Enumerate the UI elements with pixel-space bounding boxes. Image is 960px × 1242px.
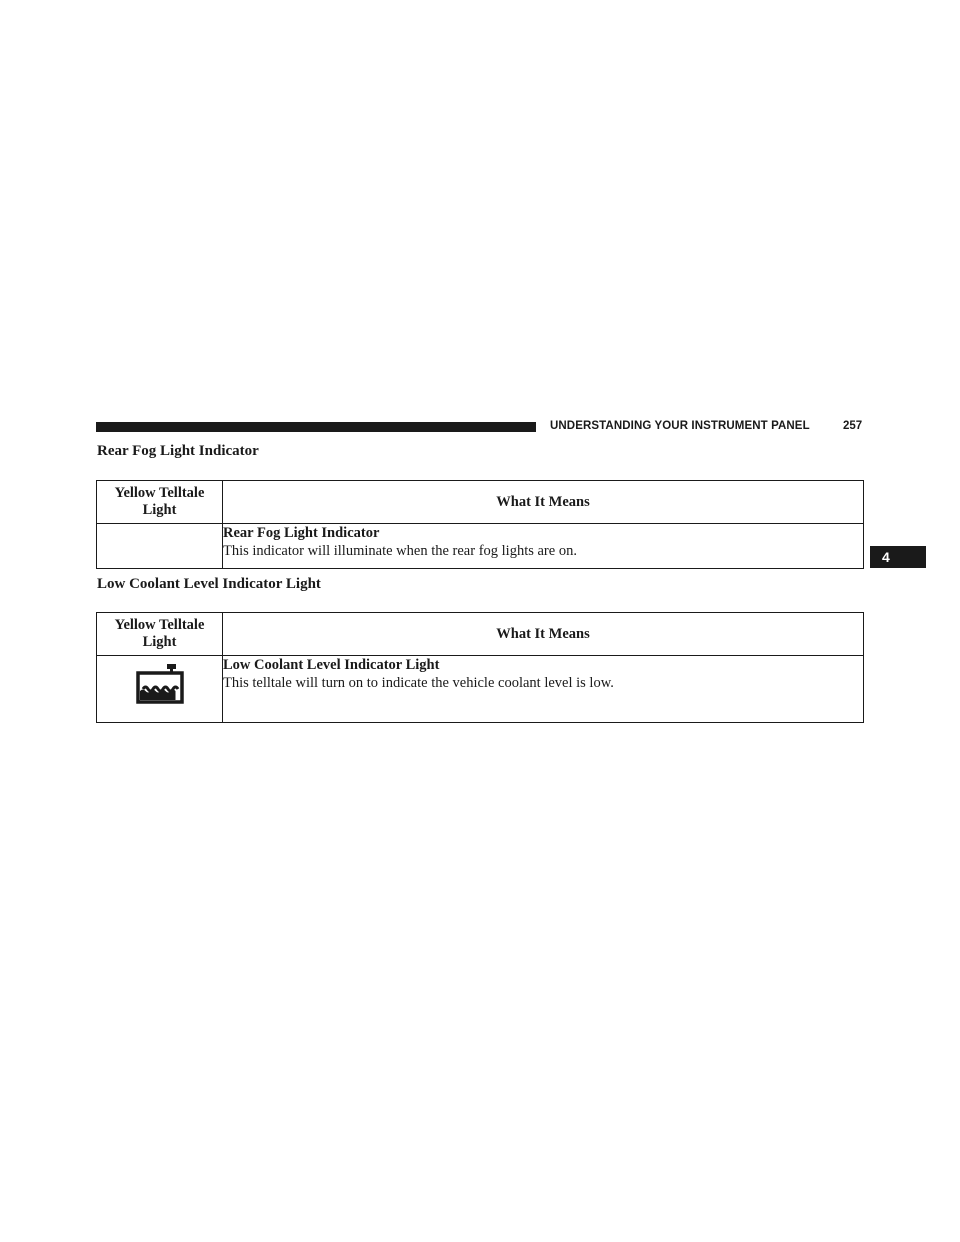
row-title: Low Coolant Level Indicator Light: [223, 657, 440, 673]
table-row: [97, 656, 864, 723]
page-number: 257: [843, 420, 863, 432]
col-header-telltale: Yellow Telltale Light: [97, 481, 223, 524]
col-header-meaning: What It Means: [223, 481, 864, 524]
header-rule: [96, 422, 536, 432]
table-header-row: [97, 613, 864, 656]
col-header-telltale: Yellow Telltale Light: [97, 613, 223, 656]
telltale-icon-cell: [97, 524, 223, 569]
row-description: This indicator will illuminate when the rear fog lights are on.: [223, 543, 577, 559]
meaning-cell: [223, 656, 864, 723]
col-header-meaning: What It Means: [223, 613, 864, 656]
low-coolant-level-icon: [135, 662, 185, 709]
rear-fog-table: [96, 480, 864, 569]
section-heading-low-coolant: Low Coolant Level Indicator Light: [97, 576, 321, 592]
row-title: Rear Fog Light Indicator: [223, 525, 380, 541]
running-header-title: UNDERSTANDING YOUR INSTRUMENT PANEL: [550, 420, 810, 432]
low-coolant-table: [96, 612, 864, 723]
chapter-tab: 4: [870, 546, 926, 568]
section-heading-rear-fog: Rear Fog Light Indicator: [97, 443, 259, 459]
telltale-icon-cell: [97, 656, 223, 723]
table-header-row: [97, 481, 864, 524]
meaning-cell: [223, 524, 864, 569]
table-row: [97, 524, 864, 569]
row-description: This telltale will turn on to indicate the vehicle coolant level is low.: [223, 675, 614, 691]
